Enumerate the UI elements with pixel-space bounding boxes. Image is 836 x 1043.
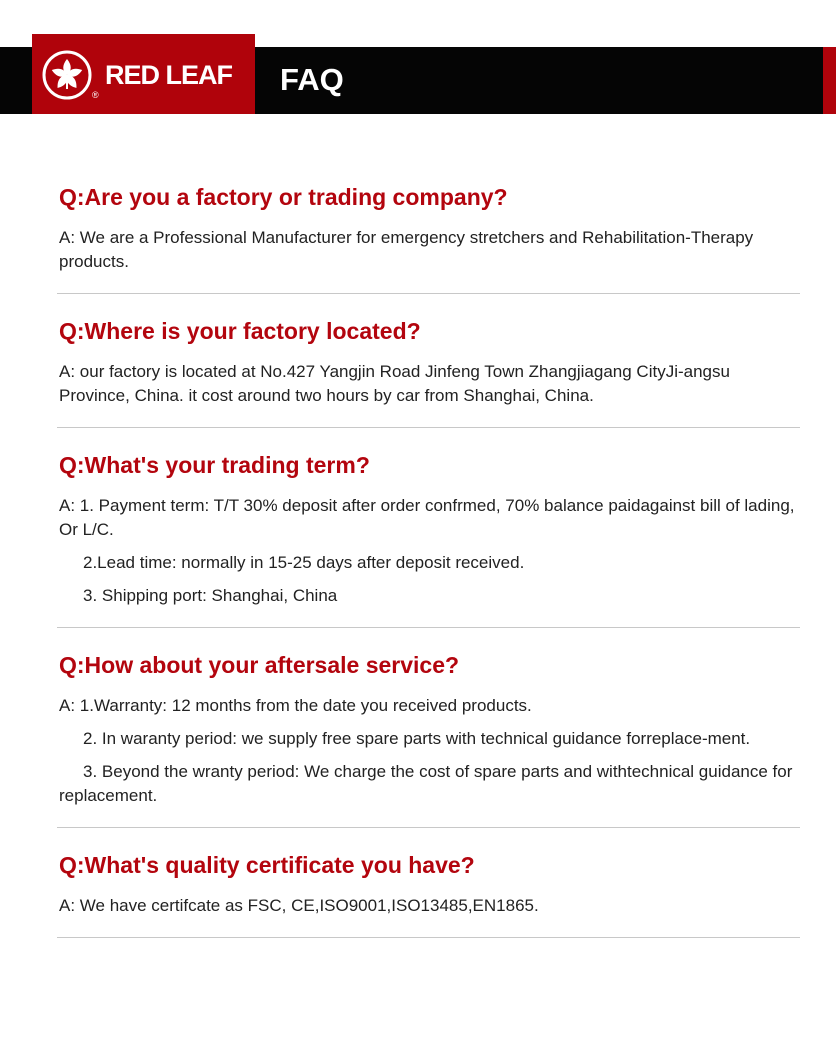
faq-answer: 2.Lead time: normally in 15-25 days after deposit received. <box>83 553 525 572</box>
faq-answer: A: 1. Payment term: T/T 30% deposit after order confrmed, 70% balance paidagainst bill of lading, Or L/C. <box>59 496 795 539</box>
faq-answer: A: We are a Professional Manufacturer for emergency stretchers and Rehabilitation-Therapy products. <box>59 228 754 271</box>
faq-list <box>57 160 800 938</box>
faq-item <box>57 628 800 828</box>
registered-mark: ® <box>92 90 99 100</box>
faq-answer: A: our factory is located at No.427 Yangjin Road Jinfeng Town Zhangjiagang CityJi-angsu Province, China. it cost around two hours by car from Shanghai, China. <box>59 362 730 405</box>
faq-item <box>57 294 800 428</box>
faq-question: Q:What's quality certificate you have? <box>59 852 475 878</box>
faq-item <box>57 428 800 628</box>
faq-answer: 3. Beyond the wranty period: We charge the cost of spare parts and withtechnical guidance for replacement. <box>59 762 793 805</box>
faq-answer: A: 1.Warranty: 12 months from the date you received products. <box>59 696 532 715</box>
brand-logo[interactable] <box>32 34 255 114</box>
faq-question: Q:Where is your factory located? <box>59 318 421 344</box>
faq-answer: 3. Shipping port: Shanghai, China <box>83 586 338 605</box>
faq-answer: A: We have certifcate as FSC, CE,ISO9001,ISO13485,EN1865. <box>59 896 539 915</box>
brand-name: RED LEAF <box>105 60 232 90</box>
faq-question: Q:What's your trading term? <box>59 452 370 478</box>
faq-item <box>57 828 800 938</box>
leaf-logo-icon <box>42 50 92 100</box>
faq-item <box>57 160 800 294</box>
page-title: FAQ <box>280 62 344 97</box>
faq-answer: 2. In waranty period: we supply free spare parts with technical guidance forreplace-ment. <box>83 729 751 748</box>
faq-question: Q:How about your aftersale service? <box>59 652 460 678</box>
header-accent <box>823 47 836 114</box>
faq-question: Q:Are you a factory or trading company? <box>59 184 508 210</box>
